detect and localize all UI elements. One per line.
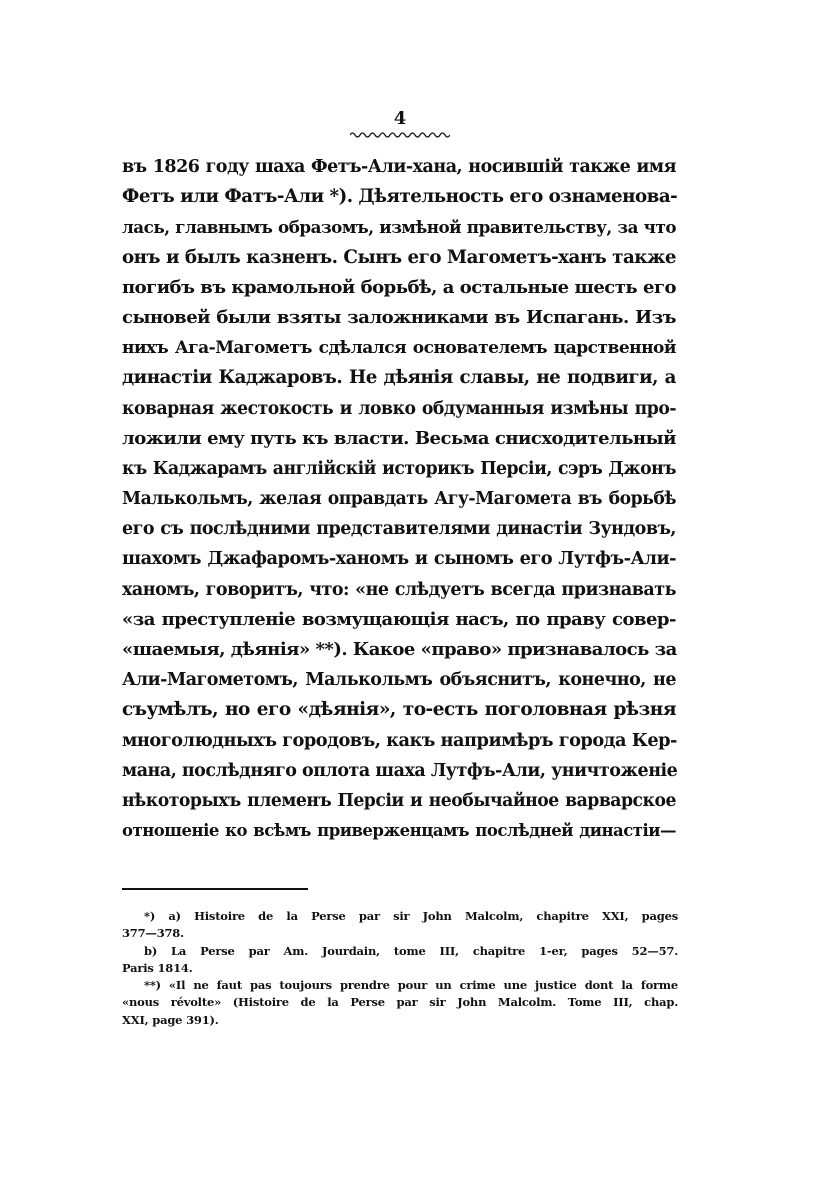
footnote-line-5: **) «Il ne faut pas toujours prendre pour un crime une justice dont la forme xyxy=(144,978,678,993)
text-line-22: нѣкоторыхъ племенъ Персіи и необычайное варварское xyxy=(122,790,676,811)
text-line-12: Малькольмъ, желая оправдать Агу-Магомета въ борьбѣ xyxy=(122,489,676,510)
footnote-separator xyxy=(122,888,308,890)
text-line-8: династіи Каджаровъ. Не дѣянія славы, не подвиги, а xyxy=(122,367,676,389)
text-line-7: нихъ Ага-Магометъ сдѣлался основателемъ царственной xyxy=(122,338,676,359)
text-line-17: «шаемыя, дѣянія» **). Какое «право» признавалось за xyxy=(122,639,677,660)
text-line-16: «за преступленіе возмущающія насъ, по праву совер- xyxy=(122,608,676,630)
text-line-18: Али-Магометомъ, Малькольмъ объяснитъ, конечно, не xyxy=(122,670,676,691)
text-line-2: Фетъ или Фатъ-Али *). Дѣятельность его ознаменова- xyxy=(122,186,678,208)
footnotes xyxy=(122,908,678,1029)
text-line-1: въ 1826 году шаха Фетъ-Али-хана, носившій также имя xyxy=(122,157,676,177)
text-line-4: онъ и былъ казненъ. Сынъ его Магометъ-ханъ также xyxy=(122,246,676,268)
text-line-3: лась, главнымъ образомъ, измѣной правительству, за что xyxy=(122,217,676,238)
footnote-line-4: Paris 1814. xyxy=(122,960,193,975)
text-line-15: ханомъ, говоритъ, что: «не слѣдуетъ всегда признавать xyxy=(122,579,676,600)
page-number-ornament xyxy=(350,131,450,139)
text-line-5: погибъ въ крамольной борьбѣ, а остальные шесть его xyxy=(122,276,676,298)
text-line-11: къ Каджарамъ англійскій историкъ Персіи, сэръ Джонъ xyxy=(122,458,676,479)
text-line-10: ложили ему путь къ власти. Весьма снисходительный xyxy=(122,427,676,449)
footnote-line-1: *) a) Histoire de la Perse par sir John Malcolm, chapitre XXI, pages xyxy=(144,909,678,923)
text-line-23: отношеніе ко всѣмъ приверженцамъ послѣдней династіи— xyxy=(122,821,676,841)
text-line-14: шахомъ Джафаромъ-ханомъ и сыномъ его Лутфъ-Али- xyxy=(122,548,676,570)
page-number: 4 xyxy=(393,108,407,129)
text-line-6: сыновей были взяты заложниками въ Испагань. Изъ xyxy=(122,306,676,328)
text-line-21: мана, послѣдняго оплота шаха Лутфъ-Али, уничтоженіе xyxy=(122,760,678,781)
footnote-line-3: b) La Perse par Am. Jourdain, tome III, chapitre 1-er, pages 52—57. xyxy=(144,943,678,958)
footnote-line-7: XXI, page 391). xyxy=(122,1012,219,1027)
text-line-20: многолюдныхъ городовъ, какъ напримѣръ города Кер- xyxy=(122,729,677,751)
footnote-line-2: 377—378. xyxy=(122,926,184,941)
text-line-13: его съ послѣдними представителями династіи Зундовъ, xyxy=(122,519,676,540)
text-line-9: коварная жестокость и ловко обдуманныя измѣны про- xyxy=(122,398,676,419)
text-line-19: съумѣлъ, но его «дѣянія», то-есть поголовная рѣзня xyxy=(122,699,676,721)
main-text xyxy=(122,152,676,846)
footnote-line-6: «nous révolte» (Histoire de la Perse par sir John Malcolm. Tome III, chap. xyxy=(122,995,678,1010)
